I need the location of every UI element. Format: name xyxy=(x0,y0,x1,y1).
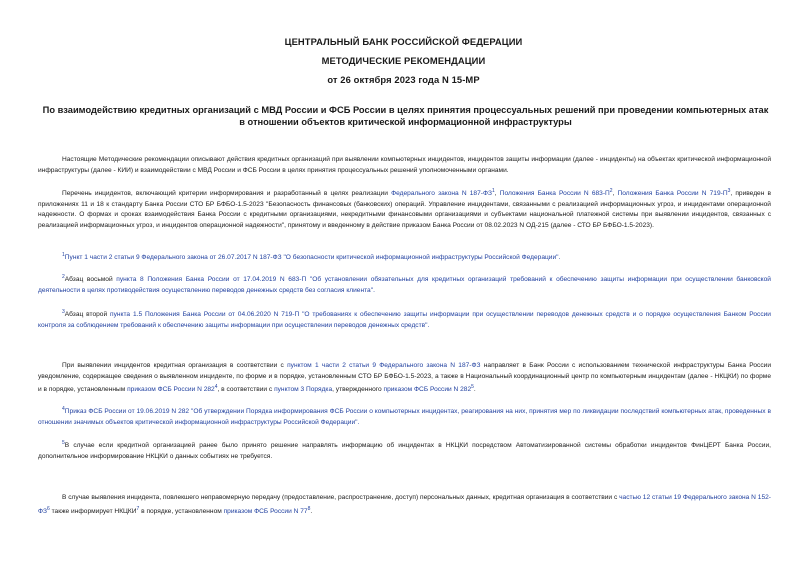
footnote-ref-7[interactable]: 7 xyxy=(136,505,140,512)
paragraph-notification: При выявлении инцидентов кредитная организация в соответствии с пунктом 1 части 2 статьи 9 Федерального закона N 187-ФЗ направляет в Банк России с использованием технической инфраструктуры Банка России уведомление, содержащее сведения о выявленном инциденте, по форме и в порядке, установленным СТО БР БФБО-1.5-2023, а также в Национальный координационный центр по компьютерным инцидентам (далее - НКЦКИ) по форме и в порядке, установленным приказом ФСБ России N 282$^4$, в соответствии с пунктом 3 Порядка, утвержденного приказом ФСБ России N 282$^5$. xyxy=(38,362,772,394)
footnote-ref-1[interactable]: 1 xyxy=(491,188,495,194)
footnote-5: $^5$В случае если кредитной организацией ранее было принято решение направлять информацию об инцидентах в НКЦКИ посредством Автоматизированной системы обработки инцидентов ФинЦЕРТ Банка России, дополнительное информирование НКЦКИ о данных событиях не требуется. xyxy=(38,440,771,460)
footnote-ref-5[interactable]: 5 xyxy=(471,384,474,390)
link-procedure-item-3[interactable]: пунктом 3 Порядка xyxy=(274,386,333,394)
paragraph-intro: Настоящие Методические рекомендации описывают действия кредитных организаций при выявлении компьютерных инцидентов, инцидентов защиты информации (далее - инциденты) на объектах критической информационной инфраструктуры (далее - КИИ) и взаимодействии с МВД России и ФСБ России в целях принятия процессуальных решений уполномоченными органами. xyxy=(38,156,771,174)
footnote-4-link[interactable]: Приказ ФСБ России от 19.06.2019 N 282 "Об утверждении Порядка информирования ФСБ России о компьютерных инцидентах, реагирования на них, принятия мер по ликвидации последствий компьютерных атак, проведенных в отношении значимых объектов критической информационной инфраструктуры Российской Федерации". xyxy=(38,408,771,426)
footnote-mark-4: 4 xyxy=(62,406,65,412)
link-fsb-order-282[interactable]: приказом ФСБ России N 282 xyxy=(127,386,215,394)
link-article-19-152[interactable]: частью 12 статьи 19 Федерального закона N 152-ФЗ xyxy=(38,494,771,515)
footnote-ref-2[interactable]: 2 xyxy=(609,188,613,194)
footnote-mark-3: 3 xyxy=(62,309,65,315)
doc-date-number: от 26 октября 2023 года N 15-МР xyxy=(327,74,480,85)
footnote-mark-5: 5 xyxy=(62,440,65,446)
footnote-2-link[interactable]: пункта 8 Положения Банка России от 17.04.2019 N 683-П "Об установлении обязательных для кредитных организаций требований к обеспечению защиты информации при осуществлении банковской деятельности в целях противодействия осуществлению переводов денежных средств без согласия клиента". xyxy=(38,276,771,294)
link-regulation-719[interactable]: Положения Банка России N 719-П xyxy=(617,190,728,198)
footnote-2: $^2$Абзац восьмой пункта 8 Положения Банка России от 17.04.2019 N 683-П "Об установлении обязательных для кредитных организаций требований к обеспечению защиты информации при осуществлении банковской деятельности в целях противодействия осуществлению переводов денежных средств без согласия клиента". xyxy=(38,274,771,294)
footnote-1-link[interactable]: Пункт 1 части 2 статьи 9 Федерального закона от 26.07.2017 N 187-ФЗ "О безопасности критической информационной инфраструктуры Российской Федерации". xyxy=(64,254,561,262)
doc-title: По взаимодействию кредитных организаций с МВД России и ФСБ России в целях принятия процессуальных решений при проведении компьютерных атак в отношении объектов критической информационной инфраструктуры xyxy=(42,105,769,127)
paragraph-incident-list: Перечень инцидентов, включающий критерии информирования и разработанный в целях реализации Федерального закона N 187-ФЗ$^1$, Положения Банка России N 683-П$^2$, Положения Банка России N 719-П$^3$, приведен в приложениях 11 и 18 к стандарту Банка России СТО БР БФБО-1.5-2023 "Безопасность финансовых (банковских) операций. Управление инцидентами, связанными с реализацией информационных угроз, и инцидентами операционной надежности. О формах и сроках взаимодействия Банка России с кредитными организациями, некредитными финансовыми организациями и субъектами национальной платежной системы при выявлении инцидентов, связанных с реализацией информационных угроз, и инцидентов операционной надежности", принятому и введенному в действие приказом Банка России от 08.02.2023 N ОД-215 (далее - СТО БР БФБО-1.5-2023). xyxy=(38,188,771,229)
footnote-3-link[interactable]: пункта 1.5 Положения Банка России от 04.06.2020 N 719-П "О требованиях к обеспечению защиты информации при осуществлении переводов денежных средств и о порядке осуществления Банком России контроля за соблюдением требований к обеспечению защиты информации при осуществлении переводов денежных средств". xyxy=(38,311,771,329)
doc-type: МЕТОДИЧЕСКИЕ РЕКОМЕНДАЦИИ xyxy=(321,55,486,66)
link-article-9-187[interactable]: пунктом 1 части 2 статьи 9 Федерального закона N 187-ФЗ xyxy=(287,362,481,369)
link-fsb-order-282-b[interactable]: приказом ФСБ России N 282 xyxy=(383,386,472,394)
footnote-3: $^3$Абзац второй пункта 1.5 Положения Банка России от 04.06.2020 N 719-П "О требованиях к обеспечению защиты информации при осуществлении переводов денежных средств и о порядке осуществления Банком России контроля за соблюдением требований к обеспечению защиты информации при осуществлении переводов денежных средств". xyxy=(38,309,771,329)
footnote-mark-2: 2 xyxy=(62,274,65,280)
paragraph-personal-data: В случае выявления инцидента, повлекшего неправомерную передачу (предоставление, распространение, доступ) персональных данных, кредитная организация в соответствии с частью 12 статьи 19 Федерального закона N 152-ФЗ$^6$ также информирует НКЦКИ$^7$ в порядке, установленном приказом ФСБ России N 77$^8$. xyxy=(38,494,771,515)
link-fsb-order-77[interactable]: приказом ФСБ России N 77 xyxy=(223,507,308,515)
footnote-4 xyxy=(38,404,771,428)
footnote-mark-1: 1 xyxy=(62,252,65,258)
org-name: ЦЕНТРАЛЬНЫЙ БАНК РОССИЙСКОЙ ФЕДЕРАЦИИ xyxy=(284,36,523,47)
link-regulation-683[interactable]: Положения Банка России N 683-П xyxy=(499,190,610,198)
footnote-ref-4[interactable]: 4 xyxy=(214,384,218,390)
footnote-1 xyxy=(38,250,771,264)
footnote-ref-8[interactable]: 8 xyxy=(307,505,311,512)
footnote-ref-3[interactable]: 3 xyxy=(727,188,731,194)
footnote-ref-6[interactable]: 6 xyxy=(47,505,50,512)
link-federal-law-187[interactable]: Федерального закона N 187-ФЗ xyxy=(391,190,492,198)
